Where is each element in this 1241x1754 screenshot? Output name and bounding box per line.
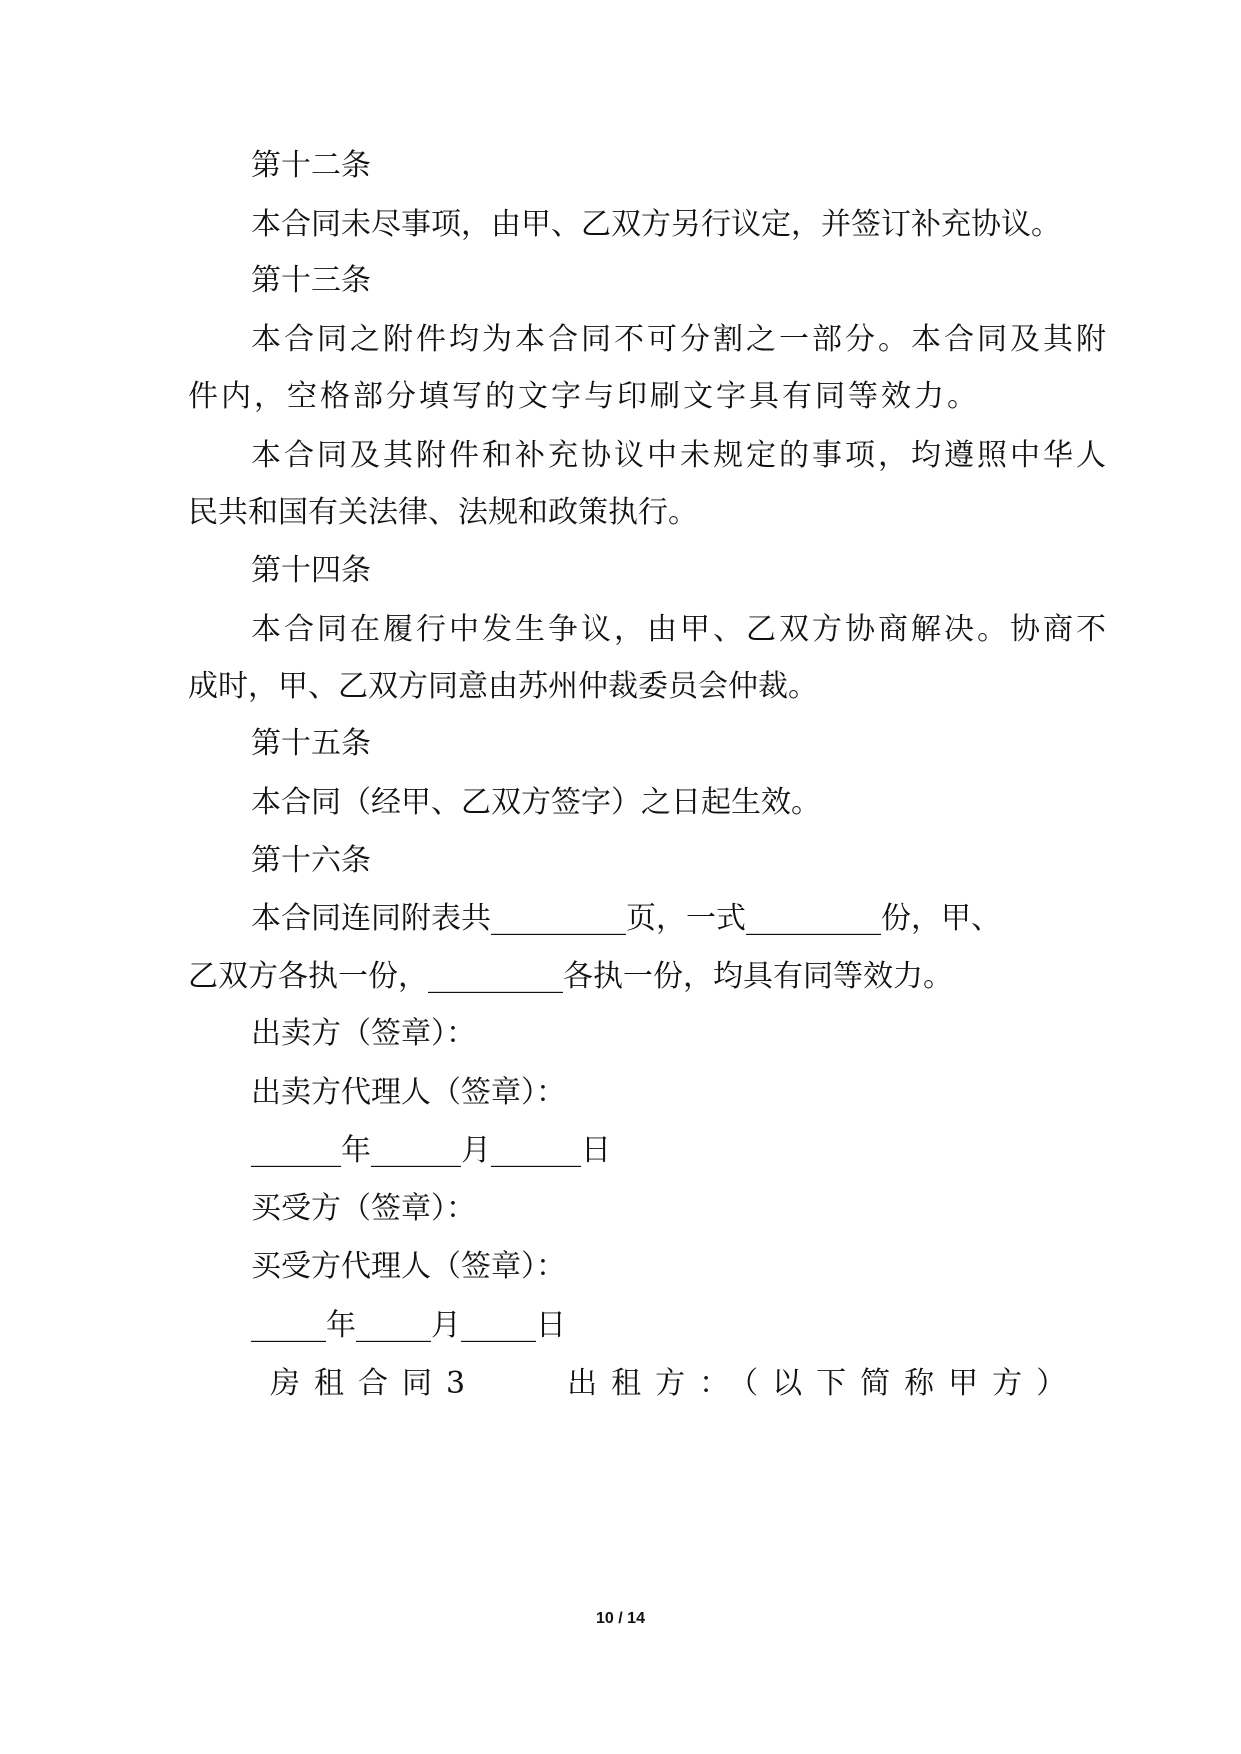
article-14-heading: 第十四条 [251,553,371,588]
article-16-text-line-1: 本合同连同附表共_________页，一式_________份，甲、 [251,901,1001,936]
article-16-text-line-2: 乙双方各执一份，_________各执一份，均具有同等效力。 [188,959,953,994]
seller-signature: 出卖方（签章）： [251,1016,476,1051]
article-15-heading: 第十五条 [251,726,371,761]
article-15-text: 本合同（经甲、乙双方签字）之日起生效。 [251,785,821,820]
article-13-heading: 第十三条 [251,263,371,298]
buyer-agent-signature: 买受方代理人（签章）： [251,1249,566,1284]
buyer-signature: 买受方（签章）： [251,1191,476,1226]
article-13-text2-line-1: 本合同及其附件和补充协议中未规定的事项，均遵照中华人 [251,438,1109,473]
seller-agent-signature: 出卖方代理人（签章）： [251,1075,566,1110]
article-13-text-line-1: 本合同之附件均为本合同不可分割之一部分。本合同及其附 [251,322,1109,357]
article-12-text: 本合同未尽事项，由甲、乙双方另行议定，并签订补充协议。 [251,207,1061,242]
article-16-heading: 第十六条 [251,843,371,878]
article-13-text-line-2: 件内，空格部分填写的文字与印刷文字具有同等效力。 [188,379,980,414]
buyer-date-line: _____年_____月_____日 [251,1308,566,1343]
article-13-text2-line-2: 民共和国有关法律、法规和政策执行。 [188,495,698,530]
article-14-text-line-1: 本合同在履行中发生争议，由甲、乙双方协商解决。协商不 [251,612,1109,647]
article-12-heading: 第十二条 [251,148,371,183]
contract-3-heading: 房租合同3 出租方：（以下简称甲方） [270,1366,1081,1401]
seller-date-line: ______年______月______日 [251,1133,611,1168]
page-number: 10 / 14 [596,1610,645,1627]
article-14-text-line-2: 成时，甲、乙双方同意由苏州仲裁委员会仲裁。 [188,669,818,704]
